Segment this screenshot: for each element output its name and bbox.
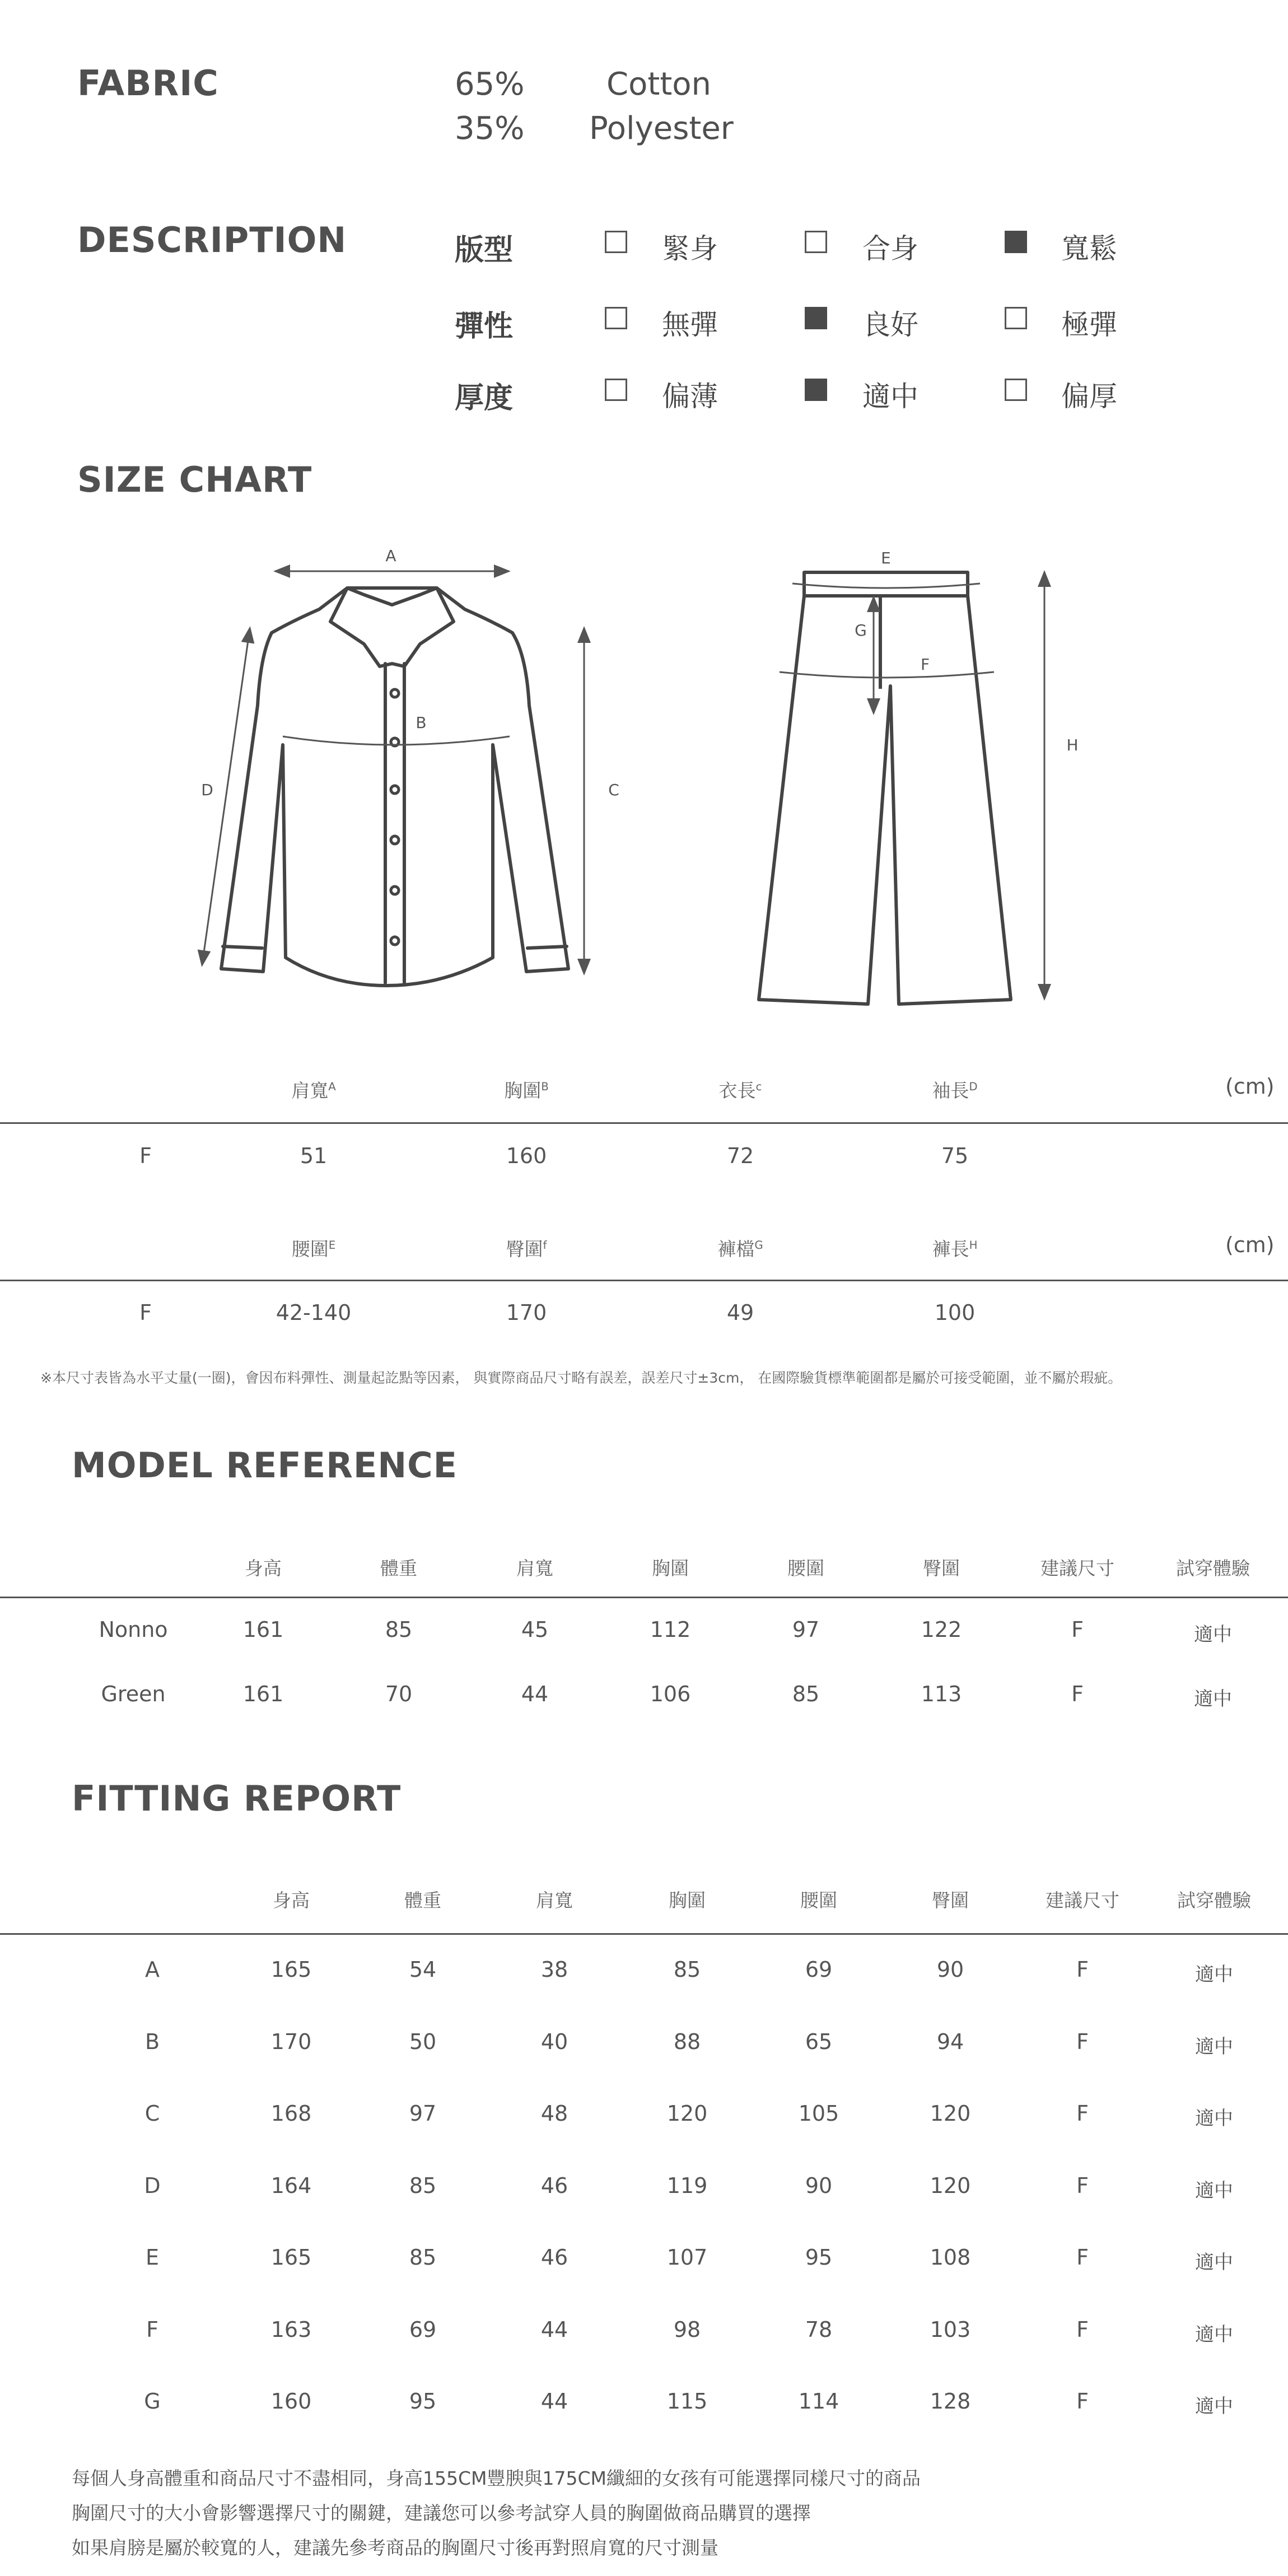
description-option: 適中 bbox=[862, 380, 918, 413]
table-cell: 122 bbox=[921, 1617, 962, 1642]
size-col-header bbox=[871, 1235, 1039, 1261]
row-name: Nonno bbox=[99, 1617, 168, 1642]
table-cell: 46 bbox=[540, 2173, 568, 2198]
table-cell: 90 bbox=[805, 2173, 833, 2198]
description-option: 寬鬆 bbox=[1061, 232, 1117, 265]
size-col-name: 褲長 bbox=[932, 1238, 969, 1260]
description-title: DESCRIPTION bbox=[77, 220, 347, 260]
row-name: A bbox=[145, 1957, 160, 1982]
table-cell: 107 bbox=[666, 2245, 708, 2270]
footer-note-3: 如果肩膀是屬於較寬的人，建議先參考商品的胸圍尺寸後再對照肩寬的尺寸測量 bbox=[72, 2537, 718, 2559]
table-cell: 120 bbox=[930, 2173, 971, 2198]
col-header: 體重 bbox=[380, 1557, 417, 1579]
description-label: 版型 bbox=[455, 234, 514, 267]
size-col-name: 胸圍 bbox=[504, 1080, 542, 1102]
table-cell: 44 bbox=[521, 1682, 549, 1706]
fitting-report-title: FITTING REPORT bbox=[72, 1778, 402, 1819]
size-col-header bbox=[442, 1076, 610, 1103]
table-rule bbox=[0, 1597, 1288, 1598]
table-cell: 85 bbox=[792, 1682, 820, 1706]
table-cell: 適中 bbox=[1195, 1963, 1233, 1986]
size-col-header bbox=[871, 1076, 1039, 1103]
table-rule bbox=[0, 1280, 1288, 1281]
size-col-sup: G bbox=[754, 1239, 763, 1252]
size-col-name: 衣長 bbox=[718, 1080, 756, 1102]
size-col-sup: f bbox=[543, 1239, 547, 1252]
size-col-sup: c bbox=[755, 1080, 762, 1093]
size-col-sup: H bbox=[969, 1239, 978, 1252]
table-cell: 97 bbox=[409, 2101, 437, 2126]
table-cell: 114 bbox=[798, 2389, 839, 2414]
table-cell: 適中 bbox=[1195, 2107, 1233, 2130]
table-cell: 161 bbox=[242, 1617, 284, 1642]
table-cell: 103 bbox=[930, 2317, 971, 2342]
size-col-name: 肩寬 bbox=[291, 1080, 329, 1102]
size-cell: 49 bbox=[726, 1300, 754, 1325]
size-col-header bbox=[230, 1076, 398, 1103]
row-name: E bbox=[145, 2245, 159, 2270]
table-cell: 120 bbox=[930, 2101, 971, 2126]
table-cell: 38 bbox=[540, 1957, 568, 1982]
size-chart-title: SIZE CHART bbox=[77, 459, 312, 500]
table-cell: F bbox=[1071, 1617, 1084, 1642]
description-option: 偏厚 bbox=[1061, 380, 1117, 413]
col-header: 臀圍 bbox=[923, 1557, 960, 1579]
table-cell: 161 bbox=[242, 1682, 284, 1706]
table-cell: F bbox=[1076, 2173, 1089, 2198]
shirt-label-a: A bbox=[385, 547, 396, 565]
table-cell: 54 bbox=[409, 1957, 437, 1982]
table-cell: 98 bbox=[673, 2317, 701, 2342]
size-col-name: 褲檔 bbox=[717, 1238, 755, 1260]
description-option: 合身 bbox=[862, 232, 918, 265]
table-cell: 113 bbox=[921, 1682, 962, 1706]
table-cell: 119 bbox=[666, 2173, 708, 2198]
table-cell: 88 bbox=[673, 2029, 701, 2054]
table-cell: 95 bbox=[409, 2389, 437, 2414]
table-rule bbox=[0, 1122, 1288, 1124]
table-cell: 適中 bbox=[1195, 2251, 1233, 2274]
table-cell: F bbox=[1076, 2389, 1089, 2414]
size-row-label: F bbox=[139, 1300, 152, 1325]
size-note: ※本尺寸表皆為水平丈量(一圈)，會因布料彈性、測量起訖點等因素， 與實際商品尺寸略有誤差，誤差尺寸±3cm， 在國際驗貨標準範圍都是屬於可接受範圍，並不屬於瑕疵。 bbox=[40, 1370, 1122, 1386]
description-option: 偏薄 bbox=[662, 380, 718, 413]
col-header: 肩寬 bbox=[516, 1557, 553, 1579]
table-cell: 120 bbox=[666, 2101, 708, 2126]
col-header: 身高 bbox=[245, 1557, 282, 1579]
table-cell: 46 bbox=[540, 2245, 568, 2270]
description-option: 無彈 bbox=[662, 309, 718, 341]
size-col-name: 腰圍 bbox=[291, 1238, 329, 1260]
size-col-header bbox=[230, 1235, 398, 1261]
table-cell: 112 bbox=[650, 1617, 691, 1642]
table-rule bbox=[0, 1933, 1288, 1935]
table-cell: 44 bbox=[540, 2317, 568, 2342]
row-name: C bbox=[144, 2101, 160, 2126]
table-cell: 48 bbox=[540, 2101, 568, 2126]
footer-note-2: 胸圍尺寸的大小會影響選擇尺寸的關鍵，建議您可以參考試穿人員的胸圍做商品購買的選擇 bbox=[72, 2502, 811, 2524]
table-cell: 40 bbox=[540, 2029, 568, 2054]
col-header: 腰圍 bbox=[800, 1889, 837, 1911]
size-cell: 42-140 bbox=[276, 1300, 352, 1325]
table-cell: 106 bbox=[650, 1682, 691, 1706]
table-cell: 105 bbox=[798, 2101, 839, 2126]
table-cell: F bbox=[1076, 2245, 1089, 2270]
col-header: 胸圍 bbox=[669, 1889, 706, 1911]
fabric-material-1: Cotton bbox=[606, 66, 712, 102]
table-cell: 適中 bbox=[1195, 2035, 1233, 2058]
footer-note-1: 每個人身高體重和商品尺寸不盡相同，身高155CM豐腴與175CM纖細的女孩有可能選擇同樣尺寸的商品 bbox=[72, 2467, 921, 2489]
shirt-label-b: B bbox=[416, 713, 427, 732]
description-checkbox[interactable] bbox=[805, 307, 827, 329]
table-cell: 69 bbox=[805, 1957, 833, 1982]
col-header: 體重 bbox=[404, 1889, 441, 1911]
table-cell: 85 bbox=[409, 2245, 437, 2270]
size-col-sup: A bbox=[328, 1080, 336, 1093]
table-cell: F bbox=[1076, 1957, 1089, 1982]
table-cell: 115 bbox=[666, 2389, 708, 2414]
col-header: 身高 bbox=[273, 1889, 310, 1911]
table-cell: 50 bbox=[409, 2029, 437, 2054]
description-option: 緊身 bbox=[662, 232, 718, 265]
row-name: G bbox=[144, 2389, 161, 2414]
col-header: 試穿體驗 bbox=[1176, 1557, 1250, 1579]
description-option: 良好 bbox=[862, 309, 918, 341]
description-checkbox[interactable] bbox=[1005, 307, 1027, 329]
table-cell: 170 bbox=[270, 2029, 312, 2054]
table-cell: 108 bbox=[930, 2245, 971, 2270]
col-header: 臀圍 bbox=[932, 1889, 969, 1911]
col-header: 試穿體驗 bbox=[1177, 1889, 1251, 1911]
table-cell: 160 bbox=[270, 2389, 312, 2414]
size-unit: (cm) bbox=[1225, 1233, 1275, 1257]
shirt-label-d: D bbox=[201, 781, 213, 799]
table-cell: 90 bbox=[936, 1957, 964, 1982]
pants-label-f: F bbox=[920, 655, 930, 674]
table-cell: F bbox=[1076, 2029, 1089, 2054]
size-col-name: 臀圍 bbox=[506, 1238, 543, 1260]
row-name: D bbox=[144, 2173, 161, 2198]
shirt-label-c: C bbox=[608, 781, 619, 799]
fabric-material-2: Polyester bbox=[589, 110, 734, 147]
table-cell: F bbox=[1076, 2317, 1089, 2342]
model-reference-title: MODEL REFERENCE bbox=[72, 1445, 458, 1486]
size-col-header bbox=[656, 1235, 824, 1261]
col-header: 建議尺寸 bbox=[1040, 1557, 1114, 1579]
table-cell: 164 bbox=[270, 2173, 312, 2198]
size-cell: 75 bbox=[941, 1144, 969, 1168]
description-checkbox[interactable] bbox=[805, 379, 827, 401]
description-label: 厚度 bbox=[455, 381, 514, 415]
row-name: F bbox=[146, 2317, 158, 2342]
size-cell: 72 bbox=[726, 1144, 754, 1168]
size-cell: 160 bbox=[506, 1144, 547, 1168]
table-cell: 128 bbox=[930, 2389, 971, 2414]
col-header: 胸圍 bbox=[652, 1557, 689, 1579]
table-cell: 70 bbox=[385, 1682, 413, 1706]
shirt-measure-lines bbox=[203, 571, 584, 969]
row-name: Green bbox=[101, 1682, 166, 1706]
table-cell: F bbox=[1076, 2101, 1089, 2126]
table-cell: 適中 bbox=[1194, 1623, 1232, 1646]
col-header: 建議尺寸 bbox=[1046, 1889, 1119, 1911]
table-cell: 85 bbox=[385, 1617, 413, 1642]
fabric-title: FABRIC bbox=[77, 63, 219, 104]
pants-label-e: E bbox=[881, 549, 891, 567]
shirt-buttons bbox=[391, 689, 399, 945]
pants-label-h: H bbox=[1066, 736, 1079, 754]
table-cell: 165 bbox=[270, 2245, 312, 2270]
table-cell: 適中 bbox=[1195, 2323, 1233, 2346]
size-unit: (cm) bbox=[1225, 1074, 1275, 1099]
size-col-sup: D bbox=[969, 1080, 978, 1093]
description-checkbox[interactable] bbox=[605, 379, 627, 401]
size-cell: 170 bbox=[506, 1300, 547, 1325]
size-diagram bbox=[0, 526, 1288, 1019]
description-checkbox[interactable] bbox=[1005, 379, 1027, 401]
size-col-sup: B bbox=[541, 1080, 549, 1093]
table-cell: 168 bbox=[270, 2101, 312, 2126]
size-col-header bbox=[442, 1235, 610, 1261]
size-col-sup: E bbox=[328, 1239, 336, 1252]
table-cell: 65 bbox=[805, 2029, 833, 2054]
description-checkbox[interactable] bbox=[605, 307, 627, 329]
description-checkbox[interactable] bbox=[1005, 231, 1027, 253]
pants-label-g: G bbox=[855, 621, 867, 640]
table-cell: 適中 bbox=[1194, 1688, 1232, 1710]
table-cell: F bbox=[1071, 1682, 1084, 1706]
table-cell: 94 bbox=[936, 2029, 964, 2054]
description-label: 彈性 bbox=[455, 310, 514, 343]
col-header: 肩寬 bbox=[536, 1889, 573, 1911]
fabric-pct-1: 65% bbox=[455, 66, 525, 102]
row-name: B bbox=[144, 2029, 160, 2054]
size-col-name: 袖長 bbox=[932, 1080, 969, 1102]
description-option: 極彈 bbox=[1061, 309, 1117, 341]
fabric-pct-2: 35% bbox=[455, 110, 525, 147]
table-cell: 適中 bbox=[1195, 2179, 1233, 2202]
table-cell: 97 bbox=[792, 1617, 820, 1642]
table-cell: 適中 bbox=[1195, 2395, 1233, 2418]
table-cell: 163 bbox=[270, 2317, 312, 2342]
size-cell: 51 bbox=[300, 1144, 328, 1168]
table-cell: 85 bbox=[409, 2173, 437, 2198]
size-cell: 100 bbox=[934, 1300, 976, 1325]
table-cell: 78 bbox=[805, 2317, 833, 2342]
size-row-label: F bbox=[139, 1144, 152, 1168]
description-checkbox[interactable] bbox=[805, 231, 827, 253]
table-cell: 69 bbox=[409, 2317, 437, 2342]
description-checkbox[interactable] bbox=[605, 231, 627, 253]
pants-illustration bbox=[759, 572, 1011, 1004]
table-cell: 85 bbox=[673, 1957, 701, 1982]
size-col-header bbox=[656, 1076, 824, 1103]
table-cell: 45 bbox=[521, 1617, 549, 1642]
col-header: 腰圍 bbox=[787, 1557, 824, 1579]
table-cell: 44 bbox=[540, 2389, 568, 2414]
table-cell: 165 bbox=[270, 1957, 312, 1982]
table-cell: 95 bbox=[805, 2245, 833, 2270]
